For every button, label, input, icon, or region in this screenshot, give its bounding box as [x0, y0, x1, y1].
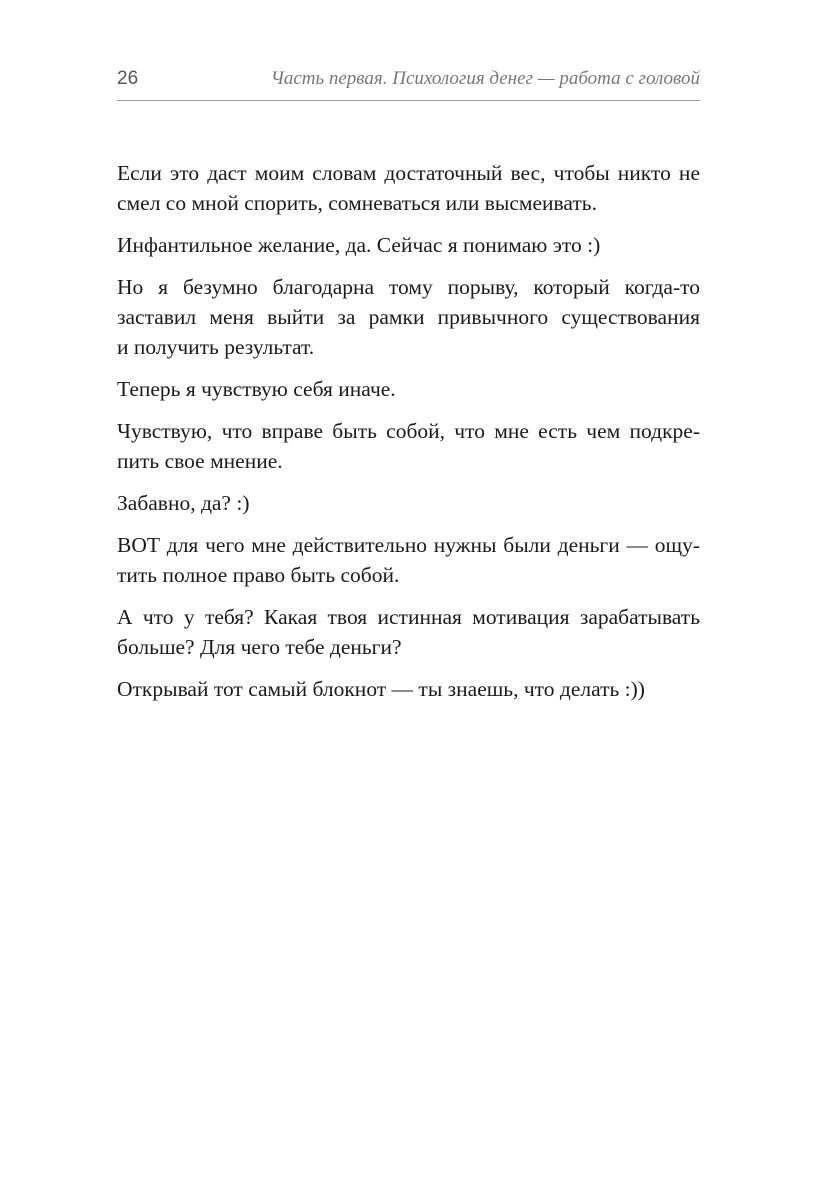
- paragraph: [117, 158, 700, 218]
- paragraph: [117, 374, 700, 404]
- running-title: Часть первая. Психология денег — работа с головой: [270, 68, 700, 89]
- text-line: заставил меня выйти за рамки привычного существования: [117, 305, 700, 329]
- text-line: Инфантильное желание, да. Сейчас я понимаю это :): [117, 233, 601, 257]
- text-line: Чувствую, что вправе быть собой, что мне есть чем подкре-: [117, 419, 700, 443]
- paragraph: [117, 674, 700, 704]
- text-line: Теперь я чувствую себя иначе.: [117, 377, 396, 401]
- text-line: смел со мной спорить, сомневаться или высмеивать.: [117, 191, 597, 215]
- paragraph: [117, 602, 700, 662]
- paragraph: [117, 488, 700, 518]
- text-line: Если это даст моим словам достаточный вес, чтобы никто не: [117, 161, 700, 185]
- running-header: [117, 66, 700, 101]
- page-body: [117, 158, 700, 716]
- text-line: тить полное право быть собой.: [117, 563, 400, 587]
- text-line: Но я безумно благодарна тому порыву, который когда-то: [117, 275, 700, 299]
- paragraph: [117, 530, 700, 590]
- paragraph: [117, 230, 700, 260]
- paragraph: [117, 272, 700, 362]
- text-line: пить свое мнение.: [117, 449, 283, 473]
- paragraph: [117, 416, 700, 476]
- text-line: Забавно, да? :): [117, 491, 250, 515]
- text-line: А что у тебя? Какая твоя истинная мотивация зарабатывать: [117, 605, 700, 629]
- text-line: ВОТ для чего мне действительно нужны были деньги — ощу-: [117, 533, 700, 557]
- text-line: и получить результат.: [117, 335, 315, 359]
- text-line: Открывай тот самый блокнот — ты знаешь, что делать :)): [117, 677, 645, 701]
- page-number: 26: [117, 68, 139, 89]
- text-line: больше? Для чего тебе деньги?: [117, 635, 402, 659]
